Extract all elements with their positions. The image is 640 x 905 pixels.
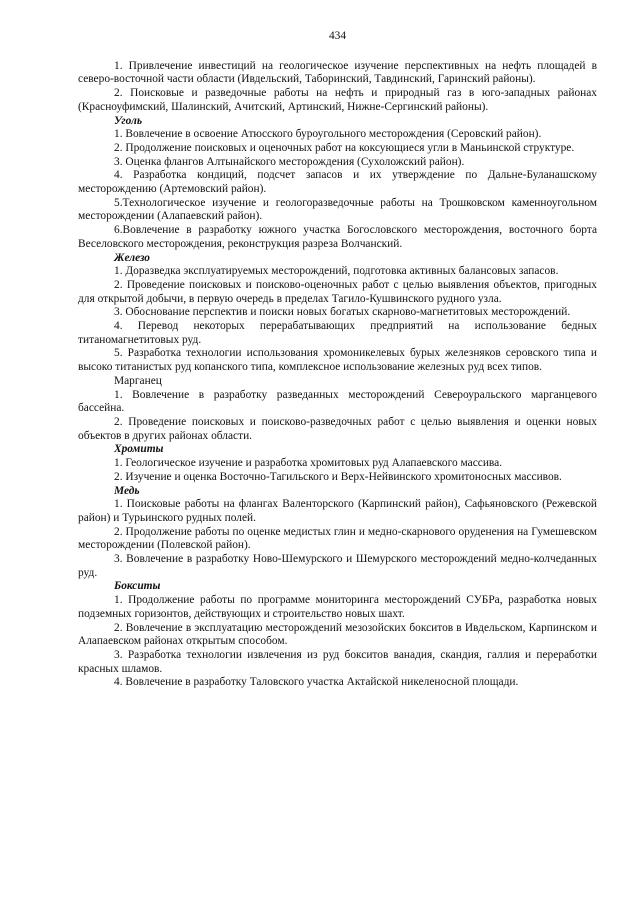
section-heading: Марганец: [114, 374, 162, 387]
paragraph: 1. Привлечение инвестиций на геологическое изучение перспективных на нефть площадей в северо-восточной части области (Ивдельский, Таборинский, Тавдинский, Гаринский районы).: [78, 59, 597, 86]
paragraph: 1. Доразведка эксплуатируемых месторождений, подготовка активных балансовых запасов.: [114, 265, 559, 278]
paragraph: 1. Вовлечение в освоение Атюсского буроугольного месторождения (Серовский район).: [114, 128, 542, 141]
paragraph: 3. Обоснование перспектив и поиски новых богатых скарново-магнетитовых месторождений.: [114, 306, 571, 319]
paragraph: 2. Вовлечение в эксплуатацию месторождений мезозойских бокситов в Ивдельском, Карпинском и Алапаевском районах открытым способом.: [78, 621, 597, 648]
paragraph: 2. Проведение поисковых и поисково-разведочных работ с целью выявления и оценки новых объектов в других районах области.: [78, 415, 597, 442]
paragraph: 4. Разработка кондиций, подсчет запасов и их утверждение по Дальне-Буланашскому месторождению (Артемовский район).: [78, 169, 597, 196]
document-page: [78, 30, 597, 690]
paragraph: 2. Поисковые и разведочные работы на нефть и природный газ в юго-западных районах (Красноуфимский, Шалинский, Ачитский, Артинский, Нижне-Сергинский районы).: [78, 87, 597, 113]
paragraph: 6.Вовлечение в разработку южного участка Богословского месторождения, восточного борта Веселовского месторождения, реконструкция разреза Волчанский.: [78, 224, 597, 250]
document-body: [78, 60, 597, 690]
paragraph: 4. Перевод некоторых перерабатывающих предприятий на использование бедных титаномагнетитовых руд.: [78, 320, 597, 346]
section-heading: Бокситы: [114, 580, 161, 593]
paragraph: 1. Продолжение работы по программе мониторинга месторождений СУБРа, разработка новых подземных горизонтов, действующих и строительство новых шахт.: [78, 594, 597, 620]
paragraph: 2. Проведение поисковых и поисково-оценочных работ с целью выявления объектов, пригодных для открытой добычи, в первую очередь в пределах Тагило-Кушвинского рудного узла.: [78, 278, 597, 305]
paragraph: 1. Поисковые работы на флангах Валенторского (Карпинский район), Сафьяновского (Режевской район) и Турьинского рудных полей.: [78, 498, 597, 524]
section-heading: Уголь: [114, 114, 143, 127]
paragraph: 5.Технологическое изучение и геологоразведочные работы на Трошковском каменноугольном месторождении (Алапаевский район).: [78, 196, 597, 223]
paragraph: 2. Продолжение работы по оценке медистых глин и медно-скарнового оруденения на Гумешевском месторождении (Полевской район).: [78, 525, 597, 552]
paragraph: 3. Разработка технологии извлечения из руд бокситов ванадия, скандия, галлия и переработки красных шламов.: [78, 648, 597, 675]
section-heading: Медь: [114, 484, 140, 497]
page-number: 434: [328, 30, 347, 42]
paragraph: 1. Геологическое изучение и разработка хромитовых руд Алапаевского массива.: [114, 457, 503, 470]
paragraph: 2. Изучение и оценка Восточно-Тагильского и Верх-Нейвинского хромитоносных массивов.: [114, 470, 562, 483]
paragraph: 1. Вовлечение в разработку разведанных месторождений Североуральского марганцевого бассейна.: [78, 388, 597, 415]
paragraph: 3. Вовлечение в разработку Ново-Шемурского и Шемурского месторождений медно-колчеданных руд.: [78, 553, 597, 579]
paragraph: 3. Оценка флангов Алтынайского месторождения (Сухоложский район).: [114, 155, 465, 168]
paragraph: 5. Разработка технологии использования хромоникелевых бурых железняков серовского типа и высоко титанистых руд копанского типа, комплексное использование железных руд всех типов.: [78, 347, 597, 374]
section-heading: Железо: [114, 251, 150, 264]
section-heading: Хромиты: [114, 443, 164, 456]
paragraph: 2. Продолжение поисковых и оценочных работ на коксующиеся угли в Маньинской структуре.: [114, 141, 575, 154]
paragraph: 4. Вовлечение в разработку Таловского участка Актайской никеленосной площади.: [114, 676, 519, 689]
